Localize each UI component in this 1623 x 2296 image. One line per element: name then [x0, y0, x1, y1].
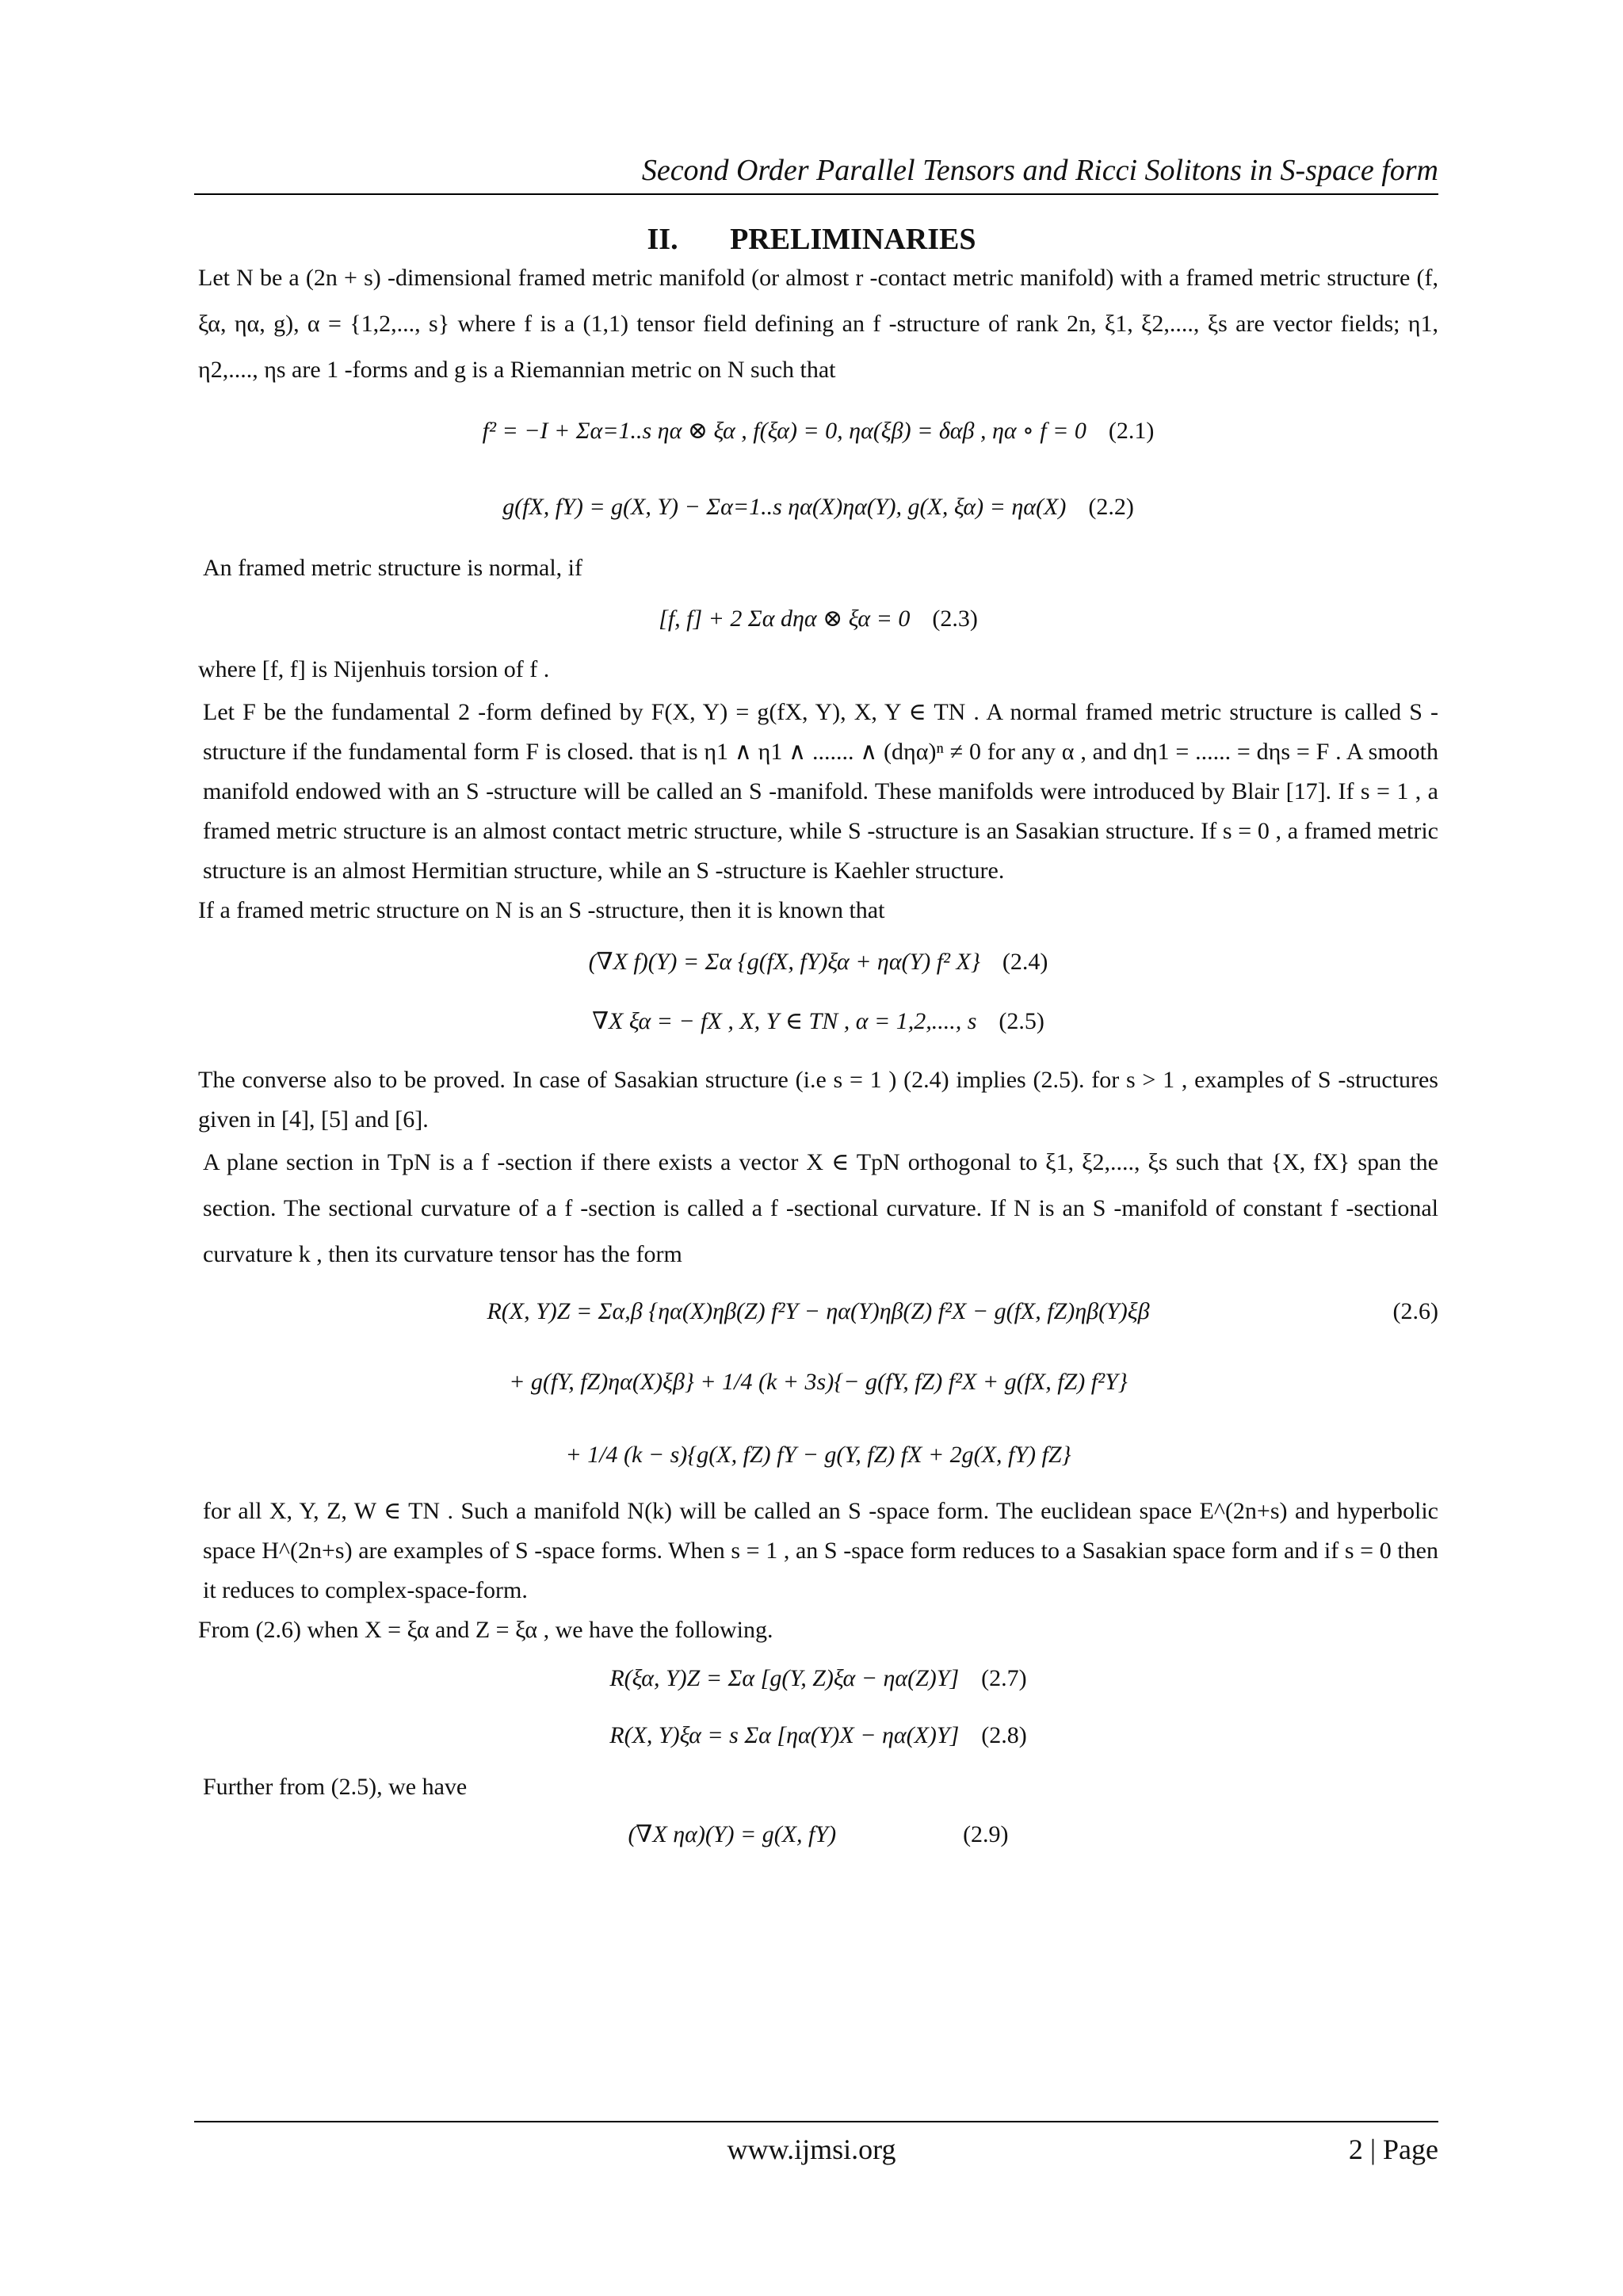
paragraph-9: From (2.6) when X = ξα and Z = ξα , we have the following.: [198, 1617, 773, 1643]
footer-url: www.ijmsi.org: [727, 2134, 896, 2165]
equation-2-4: (∇X f)(Y) = Σα {g(fX, fY)ξα + ηα(Y) f² X} (2.4): [588, 949, 1048, 975]
paragraph-1: Let N be a (2n + s) -dimensional framed metric manifold (or almost r -contact metric manifold) with a framed metric structure (f, ξα, ηα, g), α = {1,2,..., s} where f is a (1,1) tensor field defining an f -structure of rank 2n, ξ1, ξ2,...., ξs are vector fields; η1, η2,...., ηs are 1 -forms and g is a Riemannian metric on N such that: [198, 265, 1438, 383]
section-number: II.: [647, 223, 678, 256]
body-text: [198, 255, 1438, 1859]
page-number: 2 | Page: [1348, 2134, 1438, 2165]
section-heading: [0, 222, 1623, 257]
paragraph-5: If a framed metric structure on N is an S -structure, then it is known that: [198, 897, 885, 923]
equation-2-2: g(fX, fY) = g(X, Y) − Σα=1..s ηα(X)ηα(Y), g(X, ξα) = ηα(X) (2.2): [502, 494, 1134, 520]
paragraph-8: for all X, Y, Z, W ∈ TN . Such a manifold N(k) will be called an S -space form. The euclidean space E^(2n+s) and hyperbolic space H^(2n+s) are examples of S -space forms. When s = 1 , an S -space form reduces to a Sasakian space form and if s = 0 then it reduces to complex-space-form.: [203, 1498, 1438, 1603]
equation-2-6-line-1: R(X, Y)Z = Σα,β {ηα(X)ηβ(Z) f²Y − ηα(Y)ηβ(Z) f²X − g(fX, fZ)ηβ(Y)ξβ (2.6): [487, 1298, 1438, 1324]
equation-2-1: f² = −I + Σα=1..s ηα ⊗ ξα , f(ξα) = 0, ηα(ξβ) = δαβ , ηα ∘ f = 0 (2.1): [482, 418, 1155, 444]
equation-2-7: R(ξα, Y)Z = Σα [g(Y, Z)ξα − ηα(Z)Y] (2.7): [609, 1665, 1027, 1691]
paragraph-10: Further from (2.5), we have: [203, 1774, 468, 1800]
section-title: PRELIMINARIES: [730, 223, 976, 256]
running-header: Second Order Parallel Tensors and Ricci Solitons in S-space form: [641, 154, 1438, 187]
equation-2-5: ∇X ξα = − fX , X, Y ∈ TN , α = 1,2,...., s (2.5): [592, 1008, 1044, 1034]
paragraph-4: Let F be the fundamental 2 -form defined by F(X, Y) = g(fX, Y), X, Y ∈ TN . A normal framed metric structure is called S -structure if the fundamental form F is closed. that is η1 ∧ η1 ∧ ....... ∧ (dηα)ⁿ ≠ 0 for any α , and dη1 = ...... = dηs = F . A smooth manifold endowed with an S -structure will be called an S -manifold. These manifolds were introduced by Blair [17]. If s = 1 , a framed metric structure is an almost contact metric structure, while S -structure is an Sasakian structure. If s = 0 , a framed metric structure is an almost Hermitian structure, while an S -structure is Kaehler structure.: [203, 699, 1438, 884]
paragraph-6: The converse also to be proved. In case of Sasakian structure (i.e s = 1 ) (2.4) implies (2.5). for s > 1 , examples of S -structures given in [4], [5] and [6].: [198, 1067, 1438, 1133]
equation-2-8: R(X, Y)ξα = s Σα [ηα(Y)X − ηα(X)Y] (2.8): [609, 1722, 1027, 1748]
paragraph-2: An framed metric structure is normal, if: [203, 555, 583, 581]
header-rule: [194, 193, 1438, 195]
equation-2-6-line-2: + g(fY, fZ)ηα(X)ξβ} + 1/4 (k + 3s){− g(fY, fZ) f²X + g(fX, fZ) f²Y}: [509, 1369, 1128, 1395]
equation-2-9: (∇X ηα)(Y) = g(X, fY) (2.9): [628, 1821, 1009, 1847]
footer-rule: [194, 2121, 1438, 2122]
equation-2-6-line-3: + 1/4 (k − s){g(X, fZ) fY − g(Y, fZ) fX + 2g(X, fY) fZ}: [565, 1442, 1071, 1468]
paragraph-3: where [f, f] is Nijenhuis torsion of f .: [198, 656, 550, 682]
paragraph-7: A plane section in TpN is a f -section if there exists a vector X ∈ TpN orthogonal to ξ1, ξ2,...., ξs such that {X, fX} span the section. The sectional curvature of a f -section is called a f -sectional curvature. If N is an S -manifold of constant f -sectional curvature k , then its curvature tensor has the form: [203, 1149, 1438, 1267]
equation-2-3: [f, f] + 2 Σα dηα ⊗ ξα = 0 (2.3): [659, 606, 978, 632]
